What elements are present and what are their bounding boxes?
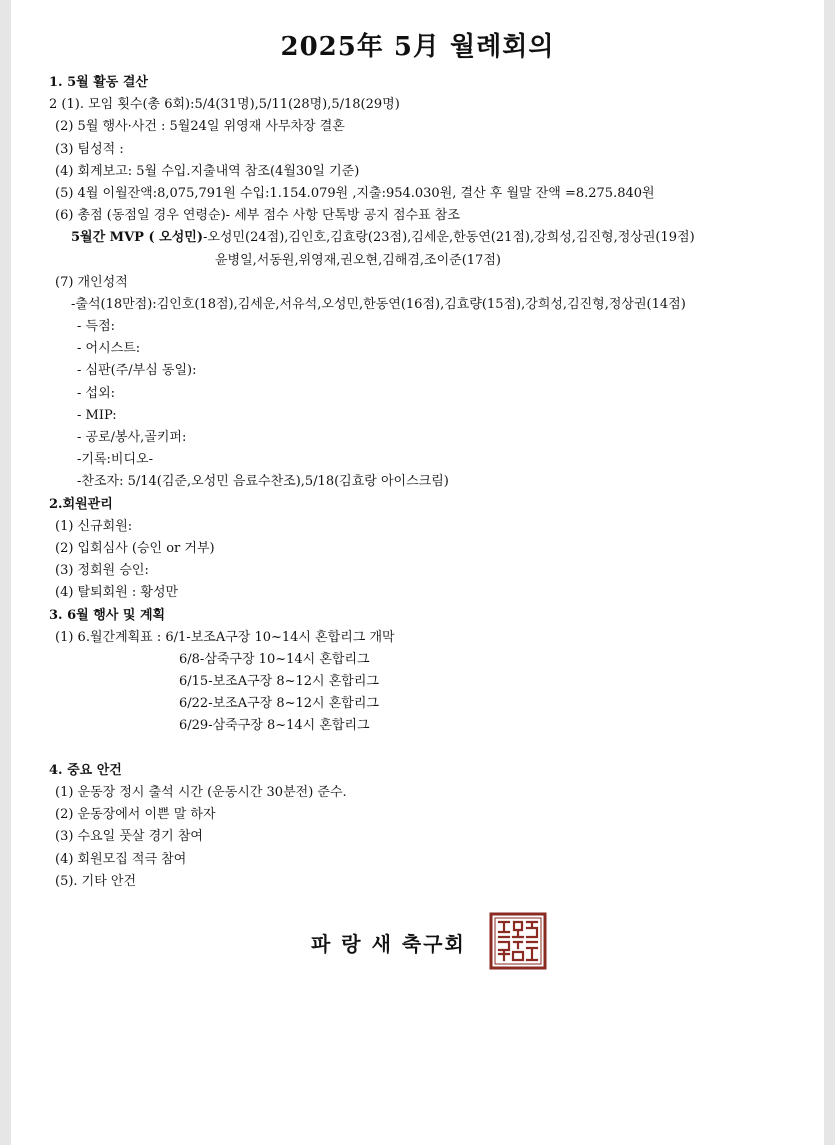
team-score-line: (3) 팀성적 : [55,141,124,157]
referee-line: - 심판(주/부심 동일): [77,363,197,379]
schedule-line-1: (1) 6.월간계획표 : 6/1-보조A구장 10~14시 혼합리그 개막 [55,629,395,645]
spacer [49,738,809,760]
schedule-line-3: 6/15-보조A구장 8~12시 혼합리그 [179,674,379,690]
document-body [49,72,809,893]
new-members-line: (1) 신규회원: [55,518,133,534]
withdrawn-member-line: (4) 탈퇴회원 : 황성만 [55,585,179,601]
agenda-line-2: (2) 운동장에서 이쁜 말 하자 [55,807,216,823]
schedule-line-4: 6/22-보조A구장 8~12시 혼합리그 [179,696,379,712]
section-1-heading: 1. 5월 활동 결산 [49,75,148,90]
section-2-heading: 2.회원관리 [49,496,113,512]
meeting-count-line: 2 (1). 모임 횟수(총 6회):5/4(31명),5/11(28명),5/18(29명) [49,97,400,113]
agenda-line-5: (5). 기타 안건 [55,873,137,889]
signature-area [11,912,824,972]
mvp-continuation: 윤병일,서동원,위영재,권오현,김해겸,조이준(17점) [215,252,501,268]
accounting-line: (4) 회계보고: 5월 수입.지출내역 참조(4월30일 기준) [55,163,360,179]
total-score-line: (6) 총점 (동점일 경우 연령순)- 세부 점수 사항 단톡방 공지 점수표 참조 [55,208,460,224]
schedule-line-5: 6/29-삼죽구장 8~14시 혼합리그 [179,718,370,734]
mip-line: - MIP: [77,407,117,423]
admission-review-line: (2) 입회심사 (승인 or 거부) [55,540,215,556]
record-line: -기록:비디오- [77,452,153,468]
balance-line: (5) 4월 이월잔액:8,075,791원 수입:1.154.079원 ,지출:954.030원, 결산 후 월말 잔액 =8.275.840원 [55,185,655,201]
mvp-label: 5월간 MVP ( 오성민) [71,230,203,246]
service-line: - 공로/봉사,골키퍼: [77,430,187,445]
agenda-line-3: (3) 수요일 풋살 경기 참여 [55,829,203,845]
document-title: 2025年 5月 월례회의 [280,32,555,62]
schedule-line-2: 6/8-삼죽구장 10~14시 혼합리그 [179,651,370,667]
mvp-scores: -오성민(24점),김인호,김효랑(23점),김세운,한동연(21점),강희성,김진형,정상권(19점) [202,230,695,246]
agenda-line-1: (1) 운동장 정시 출석 시간 (운동시간 30분전) 준수. [55,785,347,800]
attendance-line: -출석(18만점):김인호(18점),김세운,서유석,오성민,한동연(16점),김효량(15점),강희성,김진형,정상권(14점) [71,296,686,312]
agenda-line-4: (4) 회원모집 적극 참여 [55,851,187,867]
goals-line: - 득점: [77,319,116,335]
regular-member-line: (3) 정회원 승인: [55,563,149,579]
mvp-line [49,227,809,249]
section-4-heading: 4. 중요 안건 [49,762,122,778]
contact-line: - 섭외: [77,385,116,401]
sponsor-line: -찬조자: 5/14(김준,오성민 음료수찬조),5/18(김효랑 아이스크림) [77,474,449,490]
personal-record-line: (7) 개인성적 [55,274,128,290]
seal-stamp-icon [489,912,547,970]
club-name: 파 랑 새 축구회 [311,932,466,956]
document-page [11,0,824,1145]
events-line: (2) 5월 행사·사건 : 5월24일 위영재 사무차장 결혼 [55,119,345,135]
assists-line: - 어시스트: [77,341,141,357]
section-3-heading: 3. 6월 행사 및 계획 [49,607,166,623]
